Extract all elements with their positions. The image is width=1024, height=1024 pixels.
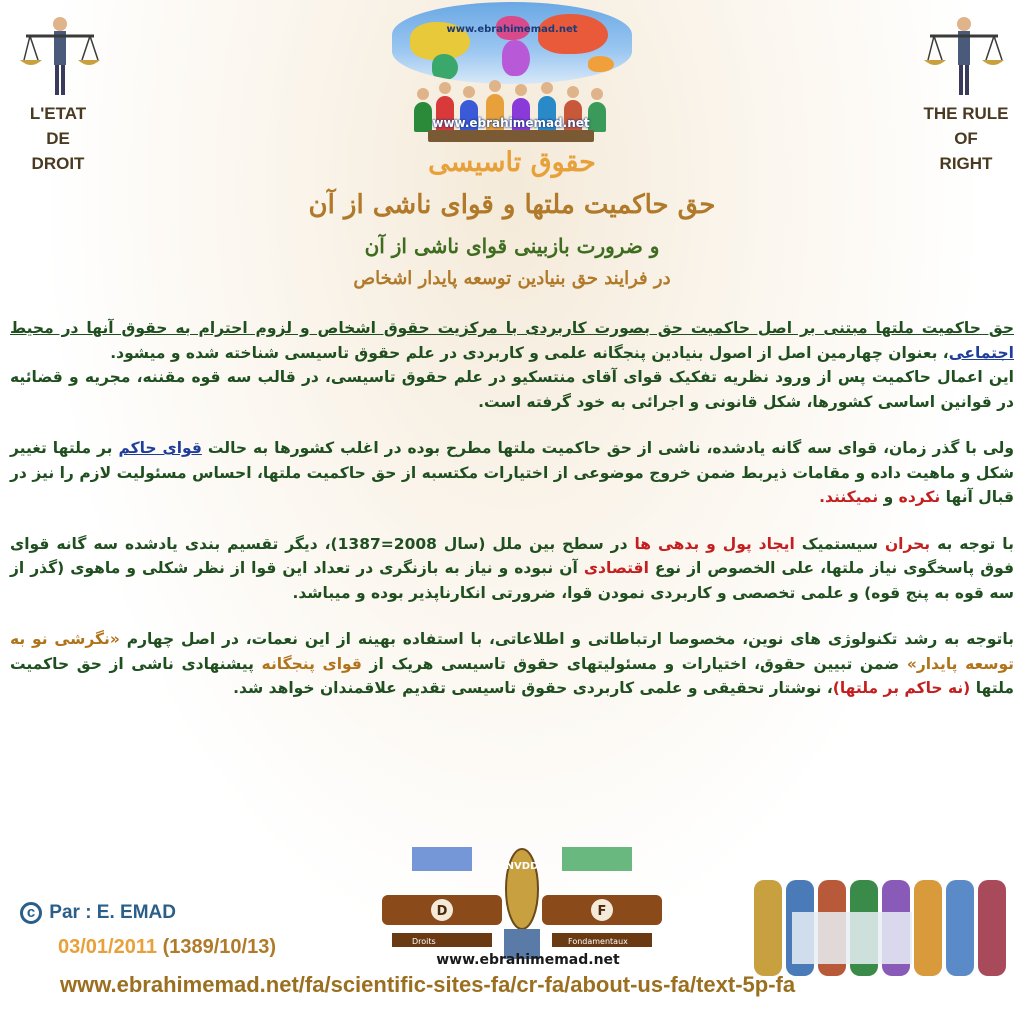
gavel-right-letter: F [597,904,607,919]
map-url: www.ebrahimemad.net [446,24,578,35]
meeting-illustration [408,86,614,144]
gavel-circle-label: NVDD [505,861,539,872]
subtitle-3: در فرایند حق بنیادین توسعه پایدار اشخاص [353,268,671,289]
subtitle-2: و ضرورت بازبینی قوای ناشی از آن [364,234,660,258]
meeting-url: www.ebrahimemad.net [432,116,590,130]
left-side-label: L'ETAT DE DROIT [29,104,87,173]
right-side-label: THE RULE OF RIGHT [923,104,1009,173]
publication-date: 03/01/2011 (1389/10/13) [58,936,276,958]
article-body [10,316,1014,723]
author-byline: c Par : E. EMAD [20,902,176,924]
books-illustration [752,872,1020,978]
subtitle-1: حق حاکمیت ملتها و قوای ناشی از آن [308,190,716,220]
gavel-bottom-right-label: Fondamentaux [568,937,628,946]
paragraph-3: با توجه به بحران سیستمیک ایجاد پول و بدهی ها در سطح بین ملل (سال 2008=1387)، دیگر تقسیم بندی یادشده سه گانه قوای فوق پاسخگوی نیاز ملتها، علی الخصوص از نوع اقتصادی آن نبوده و نیاز به بازنگری در تعداد این قوا از نظر شکلی و ماهوی (گذر از سه قوه به پنج قوه) و علمی تخصصی و کاربردی نمودن قوا، ضرورتی انکارناپذیر بوده و میباشد. [10,534,1014,602]
paragraph-1: حق حاکمیت ملتها مبتنی بر اصل حاکمیت حق بصورت کاربردی با مرکزیت حقوق اشخاص و لزوم احترام به حقوق آنها در محیط اجتماعی، بعنوان چهارمین اصل از اصول بنیادین پنجگانه علمی و کاربردی در علم حقوق تاسیسی شناخته شده و میشود. این اعمال حاکمیت پس از ورود نظریه تفکیک قوای آقای منتسکیو در علم حقوق تاسیسی، در قالب سه قوه مقننه، مجریه و قضائیه در قوانین اساسی کشورها، شکل قانونی و اجرائی به خود گرفته است. [10,319,1014,411]
world-map-banner [392,2,632,84]
footer-url-link[interactable]: www.ebrahimemad.net/fa/scientific-sites-fa/cr-fa/about-us-fa/text-5p-fa [60,972,796,997]
paragraph-2: ولی با گذر زمان، قوای سه گانه یادشده، ناشی از حق حاکمیت ملتها مطرح بوده در اغلب کشورها به حالت قوای حاکم بر ملتها تغییر شکل و ماهیت داده و مقامات ذیربط ضمن خروج موضوعی از اختیارات مکتسبه از حق حاکمیت ملتها، احساس مسئولیت لازم را نیز در قبال آنها نکرده و نمیکنند. [10,439,1014,506]
copyright-icon: c [20,902,42,924]
gavels-illustration [372,845,672,965]
gavel-left-letter: D [436,904,448,919]
paragraph-4: باتوجه به رشد تکنولوژی های نوین، مخصوصا ارتباطاتی و اطلاعاتی، با استفاده بهینه از این نعمات، در اصل چهارم «نگرشی نو به توسعه پایدار» ضمن تبیین حقوق، اختیارات و مسئولیتهای حقوق تاسیسی هریک از قوای پنجگانه پیشنهادی ناشی از حق حاکمیت ملتها (نه حاکم بر ملتها)، نوشتار تحقیقی و علمی کاربردی حقوق تاسیسی تقدیم علاقمندان خواهد شد. [10,630,1015,697]
gavel-bottom-left-label: Droits [412,937,436,946]
gavel-url: www.ebrahimemad.net [436,952,620,968]
justice-scale-icon [922,14,1006,100]
justice-scale-icon [18,14,102,100]
main-title: حقوق تاسیسی [428,147,596,178]
